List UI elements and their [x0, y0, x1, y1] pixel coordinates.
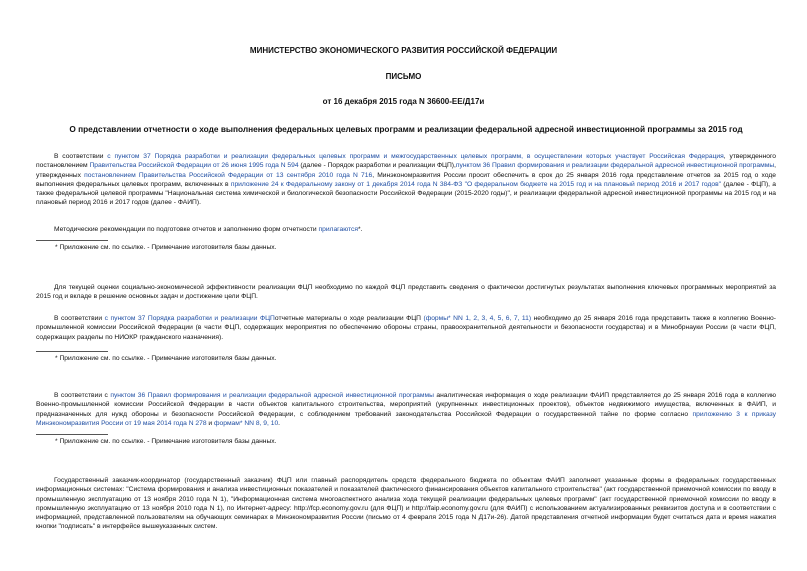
p1-text-4: , утвержденных [36, 162, 776, 179]
paragraph-6: Государственный заказчик-координатор (государственный заказчик) ФЦП или главный распорядитель средств федерального бюджета по объектам ФАИП заполняет указанные формы в федеральных государственных информационных системах: "Система формирования и анализа инвестиционных показателей и показателей фактического финансирования объектов капитального строительства" (акт государственной приемочной комиссии по вводу в промышленную эксплуатацию от 13 ноября 2010 года N 1), "Информационная система многоаспектного анализа хода текущей реализации федеральных целевых программ" (акт государственной приемочной комиссии по вводу в промышленную эксплуатацию от 13 ноября 2010 года N 1), по Интернет-адресу: http://fcp.economy.gov.ru (для ФЦП) и http://faip.economy.gov.ru (для ФАИП) с использованием актуализированных реквизитов доступа и в соответствии с информацией, представленной пользователям на обучающих семинарах в Минэкономразвития России (письмо от 4 февраля 2015 года N Д17и-26). Датой представления отчетной информации будет считаться дата и время нажатия кнопки "подписать" в интерфейсе вышеуказанных систем. [36, 477, 776, 531]
p5-link-pravila-36[interactable]: пунктом 36 Правил формирования и реализации федеральной адресной инвестиционной программы [110, 392, 434, 399]
ministry-heading: МИНИСТЕРСТВО ЭКОНОМИЧЕСКОГО РАЗВИТИЯ РОССИЙСКОЙ ФЕДЕРАЦИИ [249, 46, 558, 55]
p2-text-1: Методические рекомендации по подготовке отчетов и заполнению форм отчетности [54, 226, 319, 233]
p2-link-prilagayutsya[interactable]: прилагаются [318, 226, 359, 233]
p4-text-2: отчетные материалы о ходе реализации ФЦП [274, 315, 424, 322]
p1-link-porjadok[interactable]: с пунктом 37 Порядка разработки и реализации федеральных целевых программ и межгосударственных целевых программ, в осуществлении которых участвует Российская Федерация [107, 153, 724, 160]
p4-link-porjadok[interactable]: с пунктом 37 Порядка разработки и реализации ФЦП [104, 315, 275, 322]
footnote-1: * Приложение см. по ссылке. - Примечание изготовителя базы данных. [55, 244, 277, 251]
p5-text-1: В соответствии с [54, 392, 111, 399]
p2-text-2: *. [358, 226, 363, 233]
p1-link-postanovlenie-594[interactable]: Правительства Российской Федерации от 26 июня 1995 года N 594 [89, 162, 299, 170]
paragraph-4 [36, 314, 776, 342]
p5-text-4: . [278, 419, 281, 427]
footnote-divider [36, 351, 108, 352]
date-number-heading: от 16 декабря 2015 года N 36600-ЕЕ/Д17и [322, 97, 485, 106]
p5-link-prikaz-278[interactable]: приложению 3 к приказу Минэкономразвития России от 19 мая 2014 года N 278 [36, 410, 776, 427]
footnote-divider [36, 434, 108, 435]
p1-text-1: В соответствии [54, 153, 108, 160]
p1-text-5: , Минэкономразвития России просит обеспечить в срок до 25 января 2016 года представление отчетов за 2015 год о ходе выполнения федеральных целевых программ, включенных в [36, 171, 776, 188]
p1-text-3: (далее - Порядок разработки и реализации ФЦП), [298, 162, 456, 170]
paragraph-2 [36, 225, 776, 234]
p4-text-1: В соответствии [54, 315, 105, 322]
p4-text-3: необходимо до 25 января 2016 года представить также в коллегию Военно-промышленной комиссии Российской Федерации (в части ФЦП, содержащих мероприятия по обеспечению обороны страны, правоохранительной деятельности и безопасности государства) и в Минобрнауки России (в части ФЦП, содержащих разделы по НИОКР гражданского назначения). [36, 315, 776, 341]
p5-text-3: и [206, 419, 215, 427]
p1-text-2: , утвержденного постановлением [36, 153, 776, 170]
p4-link-formy[interactable]: (формы* NN 1, 2, 3, 4, 5, 6, 7, 11) [423, 315, 532, 322]
p1-link-postanovlenie-716[interactable]: постановлением Правительства Российской Федерации от 13 сентября 2010 года N 716 [84, 171, 373, 179]
p5-link-formy[interactable]: формам* NN 8, 9, 10 [214, 419, 279, 427]
p5-text-2: аналитическая информация о ходе реализации ФАИП представляется до 25 января 2016 года в коллегию Военно-промышленной комиссии Российской Федерации в части объектов капитального строительства, мероприятий (укрупненных инвестиционных проектов), объектов недвижимого имущества, включенных в ФАИП, и предназначенных для нужд обороны и безопасности Российской Федерации, с соблюдением требований законодательства Российской Федерации о государственной тайне по форме согласно [36, 392, 777, 418]
p1-link-pravila-36[interactable]: пунктом 36 Правил формирования и реализации федеральной адресной инвестиционной программы [455, 162, 775, 170]
document-title: О представлении отчетности о ходе выполнения федеральных целевых программ и реализации федеральной адресной инвестиционной программы за 2015 год [69, 124, 743, 134]
paragraph-1 [36, 152, 776, 208]
footnote-divider [36, 240, 108, 241]
p1-link-zakon-384[interactable]: приложение 24 к Федеральному закону от 1 декабря 2014 года N 384-ФЗ "О федеральном бюджете на 2015 год и на плановый период 2016 и 2017 годов" [230, 180, 722, 188]
footnote-2: * Приложение см. по ссылке. - Примечание изготовителя базы данных. [55, 355, 277, 362]
paragraph-3: Для текущей оценки социально-экономической эффективности реализации ФЦП необходимо по каждой ФЦП представить сведения о фактически достигнутых результатах выполнения ключевых программных мероприятий за 2015 год и вкладе в решение основных задач и достижение цели ФЦП. [36, 284, 776, 301]
paragraph-5 [36, 391, 776, 428]
doc-type-heading: ПИСЬМО [385, 72, 422, 81]
p1-text-6: (далее - ФЦП), а также федеральной целевой программы "Национальная система химической и биологической безопасности Российской Федерации (2015-2020 годы)", и реализации федеральной адресной инвестиционной программы на 2015 год и на плановый период 2016 и 2017 годов (далее - ФАИП). [36, 180, 776, 207]
footnote-3: * Приложение см. по ссылке. - Примечание изготовителя базы данных. [55, 438, 277, 445]
